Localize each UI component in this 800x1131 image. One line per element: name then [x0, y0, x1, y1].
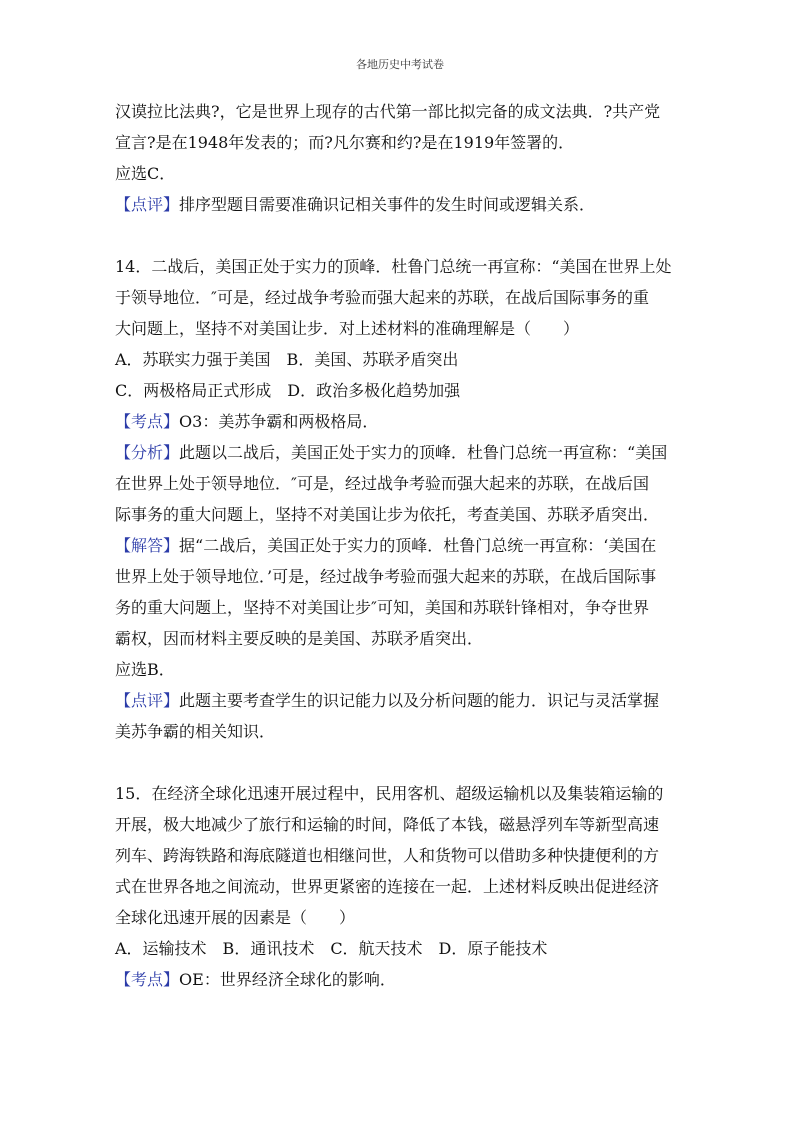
question-stem-line: 大问题上，坚持不对美国让步．对上述材料的准确理解是（ ） — [115, 319, 580, 338]
kaodian-text: OE：世界经济全球化的影响． — [179, 970, 396, 989]
analysis-line — [115, 437, 695, 468]
solution-text: 据“二战后，美国正处于实力的顶峰．杜鲁门总统一再宣称：‘美国在 — [179, 536, 657, 555]
option-line: A．苏联实力强于美国 B．美国、苏联矛盾突出 — [115, 350, 459, 369]
paragraph-line: 汉谟拉比法典?，它是世界上现存的古代第一部比拟完备的成文法典．?共产党 — [115, 102, 661, 121]
question-stem-line: 式在世界各地之间流动，世界更紧密的连接在一起．上述材料反映出促进经济 — [115, 877, 660, 896]
comment-line — [115, 685, 695, 716]
answer-line: 应选C． — [115, 164, 176, 183]
analysis-tag: 【分析】 — [115, 443, 180, 462]
analysis-line: 在世界上处于领导地位．″可是，经过战争考验而强大起来的苏联，在战后国 — [115, 474, 649, 493]
solution-line: 世界上处于领导地位．’可是，经过战争考验而强大起来的苏联，在战后国际事 — [115, 567, 657, 586]
answer-line: 应选B． — [115, 660, 175, 679]
comment-line: 美苏争霸的相关知识． — [115, 722, 276, 741]
kaodian-tag: 【考点】 — [115, 970, 180, 989]
page-header: 各地历史中考试卷 — [356, 58, 444, 71]
question-stem-line: 14．二战后，美国正处于实力的顶峰．杜鲁门总统一再宣称：“美国在世界上处 — [115, 257, 672, 276]
solution-line — [115, 530, 695, 561]
kaodian-line — [115, 964, 695, 995]
solution-line: 务的重大问题上，坚持不对美国让步″可知，美国和苏联针锋相对，争夺世界 — [115, 598, 649, 617]
question-stem-line: 全球化迅速开展的因素是（ ） — [115, 908, 356, 927]
kaodian-tag: 【考点】 — [115, 412, 180, 431]
comment-text: 此题主要考查学生的识记能力以及分析问题的能力．识记与灵活掌握 — [179, 691, 660, 710]
comment-tag: 【点评】 — [115, 691, 180, 710]
question-stem-line: 15．在经济全球化迅速开展过程中，民用客机、超级运输机以及集装箱运输的 — [115, 784, 664, 803]
kaodian-text: O3：美苏争霸和两极格局． — [179, 412, 379, 431]
option-line: C．两极格局正式形成 D．政治多极化趋势加强 — [115, 381, 461, 400]
comment-line — [115, 189, 695, 220]
analysis-text: 此题以二战后，美国正处于实力的顶峰．杜鲁门总统一再宣称：“美国 — [179, 443, 668, 462]
kaodian-line — [115, 406, 695, 437]
question-stem-line: 于领导地位．″可是，经过战争考验而强大起来的苏联，在战后国际事务的重 — [115, 288, 649, 307]
solution-line: 霸权，因而材料主要反映的是美国、苏联矛盾突出． — [115, 629, 484, 648]
spacer — [115, 747, 695, 778]
solution-tag: 【解答】 — [115, 536, 180, 555]
question-stem-line: 列车、跨海铁路和海底隧道也相继问世，人和货物可以借助多种快捷便利的方 — [115, 846, 660, 865]
analysis-line: 际事务的重大问题上，坚持不对美国让步为依托，考查美国、苏联矛盾突出． — [115, 505, 660, 524]
comment-text: 排序型题目需要准确识记相关事件的发生时间或逻辑关系． — [179, 195, 596, 214]
document-body — [115, 96, 695, 995]
option-line: A．运输技术 B．通讯技术 C．航天技术 D．原子能技术 — [115, 939, 548, 958]
question-stem-line: 开展，极大地减少了旅行和运输的时间，降低了本钱，磁悬浮列车等新型高速 — [115, 815, 660, 834]
paragraph-line: 宣言?是在1948年发表的；而?凡尔赛和约?是在1919年签署的． — [115, 133, 575, 152]
comment-tag: 【点评】 — [115, 195, 180, 214]
spacer — [115, 220, 695, 251]
